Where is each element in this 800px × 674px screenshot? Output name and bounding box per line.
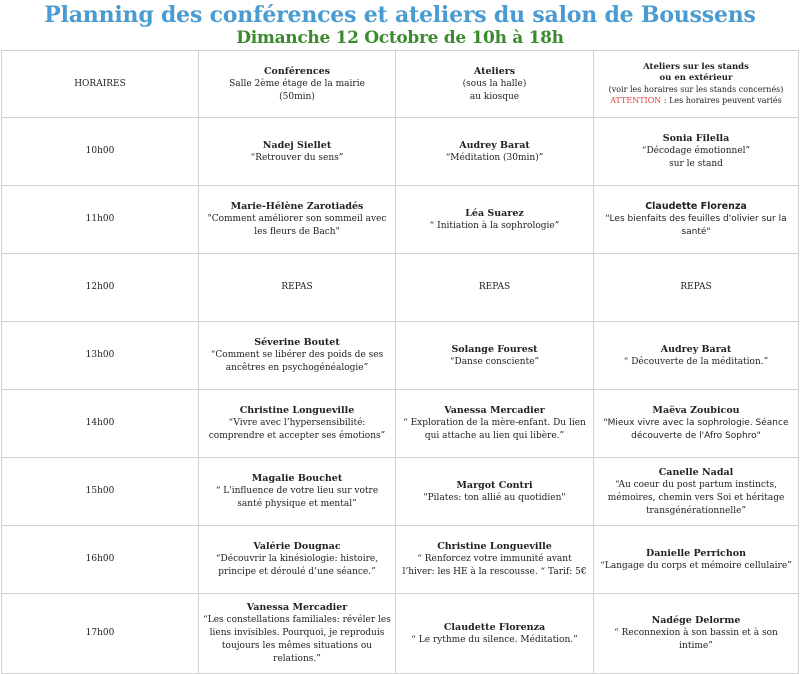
session-title: “Décodage émotionnel” [641,146,751,156]
session-title: "Pilates: ton allié au quotidien" [423,492,566,503]
schedule-table [1,50,799,674]
atelier-cell [396,186,594,254]
speaker-name: Vanessa Mercadier [444,405,545,416]
session-title: “ Reconnexion à son bassin et à son intime” [614,628,778,651]
session-title: “Danse consciente” [449,356,540,367]
speaker-name: Nadége Delorme [651,615,741,626]
session-title: “Les constellations familiales: révéler les liens invisibles. Pourquoi, je reproduis toujours les mêmes situations ou relations.” [203,615,391,664]
session-title: “ Renforcez votre immunité avant l’hiver: les HE à la rescousse. “ Tarif: 5€ [402,554,587,577]
header-hours: HORAIRES [2,51,199,118]
header-ateliers [396,51,594,118]
speaker-name: Christine Longueville [437,541,552,552]
stand-cell [594,254,799,322]
conference-cell [199,594,396,674]
table-row [2,390,799,458]
stand-cell [594,458,799,526]
time-cell: 12h00 [2,254,199,322]
table-row [2,594,799,674]
stand-cell [594,390,799,458]
header-conferences [199,51,396,118]
conference-cell [199,390,396,458]
speaker-name: Claudette Florenza [645,201,747,212]
header-stands-subtitle: ou en extérieur [659,73,733,83]
header-ateliers-title: Ateliers [473,65,516,77]
speaker-name: Vanessa Mercadier [246,602,348,613]
break-label: REPAS [680,282,712,292]
atelier-cell [396,118,594,186]
speaker-name: Canelle Nadal [658,466,734,478]
speaker-name: Claudette Florenza [443,621,546,633]
header-conferences-location: Salle 2ème étage de la mairie [229,78,365,89]
table-header-row [2,51,799,118]
time-cell: 10h00 [2,118,199,186]
stand-cell [594,186,799,254]
speaker-name: Audrey Barat [459,139,530,151]
session-title: "Comment améliorer son sommeil avec les fleurs de Bach" [207,214,387,237]
session-title: “Langage du corps et mémoire cellulaire” [600,560,792,571]
stand-cell [594,322,799,390]
time-cell: 13h00 [2,322,199,390]
session-title: “Retrouver du sens” [250,152,344,163]
atelier-cell [396,458,594,526]
conference-cell [199,118,396,186]
conference-cell [199,254,396,322]
speaker-name: Léa Suarez [465,207,524,219]
atelier-cell [396,594,594,674]
session-title: “ Initiation à la sophrologie” [429,220,560,231]
session-location: sur le stand [669,159,723,169]
speaker-name: Marie-Hélène Zarotiadés [230,201,364,212]
session-title: “Comment se libérer des poids de ses ancêtres en psychogénéalogie” [210,350,384,373]
atelier-cell [396,322,594,390]
conference-cell [199,186,396,254]
session-title: “Méditation (30min)” [445,152,544,163]
table-row [2,458,799,526]
stand-cell [594,118,799,186]
speaker-name: Christine Longueville [239,405,355,416]
speaker-name: Margot Contri [456,479,533,491]
break-label: REPAS [478,282,511,292]
conference-cell [199,322,396,390]
session-title: “Au coeur du post partum instincts, mémoires, chemin vers Soi et héritage transgénérationnelle” [607,479,785,516]
stand-cell [594,594,799,674]
header-ateliers-place: au kiosque [469,91,520,102]
header-stands-warning [598,95,794,106]
header-stands-title: Ateliers sur les stands [643,62,749,72]
header-conferences-duration: (50min) [279,91,315,102]
warning-text: : Les horaires peuvent variés [661,96,782,105]
time-cell: 16h00 [2,526,199,594]
speaker-name: Nadej Siellet [262,139,332,151]
table-row [2,322,799,390]
speaker-name: Maëva Zoubicou [652,405,740,416]
conference-cell [199,458,396,526]
table-row [2,186,799,254]
time-cell: 17h00 [2,594,199,674]
session-title: “ Exploration de la mère-enfant. Du lien qui attache au lien qui libère.” [403,418,586,441]
session-title: “ L'influence de votre lieu sur votre santé physique et mental” [215,486,379,509]
table-row [2,526,799,594]
header-stands-note: (voir les horaires sur les stands concernés) [608,85,784,94]
session-title: "Mieux vivre avec la sophrologie. Séance découverte de l'Afro Sophro" [603,418,789,441]
speaker-name: Séverine Boutet [254,337,340,348]
atelier-cell [396,254,594,322]
session-title: “Vivre avec l’hypersensibilité: comprendre et accepter ses émotions” [208,418,386,441]
table-row [2,254,799,322]
atelier-cell [396,526,594,594]
speaker-name: Magalie Bouchet [251,473,343,484]
session-title: "Les bienfaits des feuilles d'olivier sur la santé" [605,214,787,237]
page-title: Planning des conférences et ateliers du salon de Boussens [44,2,756,28]
header-stands [594,51,799,118]
warning-label: ATTENTION [610,96,662,105]
time-cell: 14h00 [2,390,199,458]
break-label: REPAS [281,282,313,292]
atelier-cell [396,390,594,458]
time-cell: 11h00 [2,186,199,254]
conference-cell [199,526,396,594]
speaker-name: Sonia Filella [662,133,730,144]
speaker-name: Danielle Perrichon [645,547,746,559]
time-cell: 15h00 [2,458,199,526]
session-title: “ Découverte de la méditation.” [623,356,769,367]
speaker-name: Valérie Dougnac [253,541,341,552]
table-row [2,118,799,186]
speaker-name: Audrey Barat [660,343,732,355]
speaker-name: Solange Fourest [451,343,538,355]
stand-cell [594,526,799,594]
header-ateliers-location: (sous la halle) [462,78,527,89]
session-title: “ Le rythme du silence. Méditation.” [411,634,578,645]
header-conferences-title: Conférences [263,65,331,77]
session-title: “Découvrir la kinésiologie: histoire, principe et déroulé d’une séance.” [215,554,379,577]
page-subtitle: Dimanche 12 Octobre de 10h à 18h [236,28,564,48]
